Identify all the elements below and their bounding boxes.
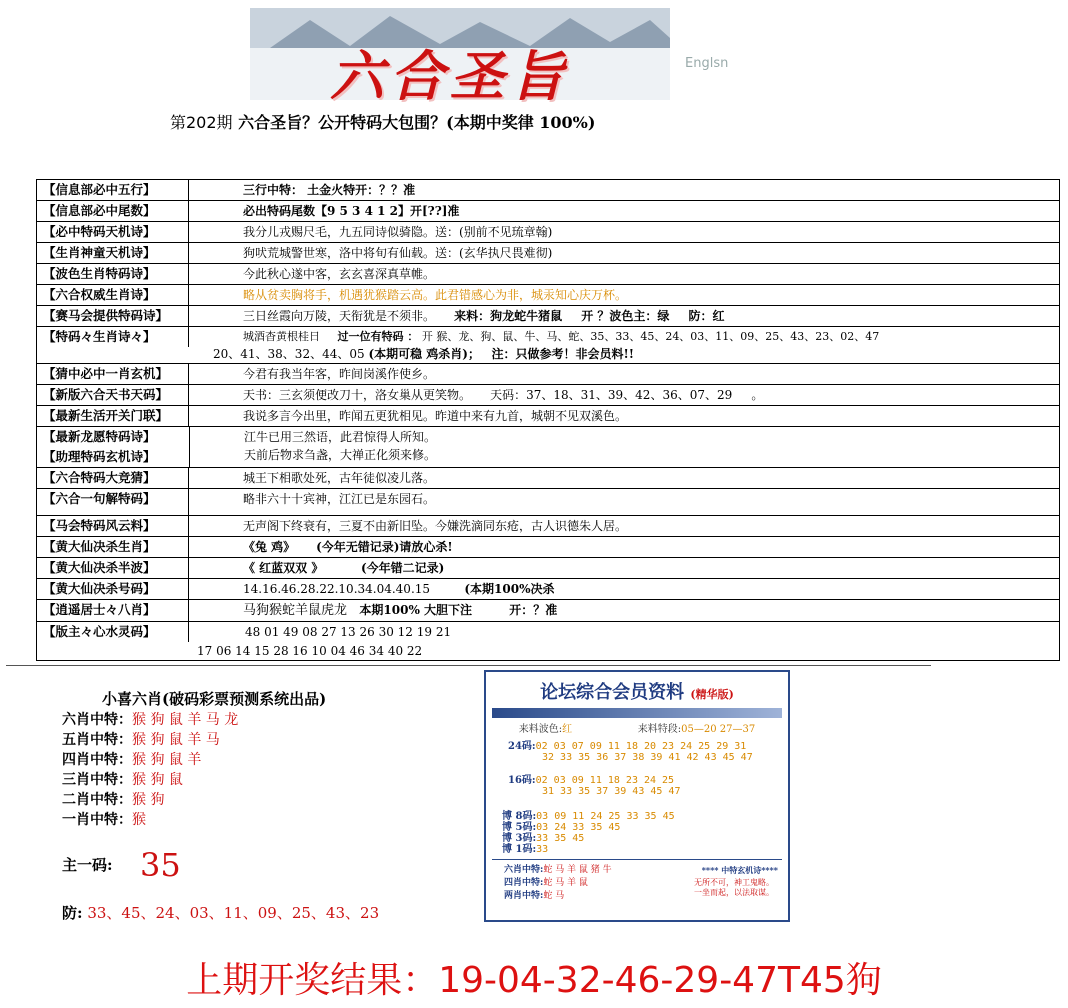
row-label: 【版主々心水灵码】 [37,622,189,642]
row-value-line: 江牛已用三然语，此君惊得人所知。 [244,430,437,444]
defense-line [62,902,379,923]
foot-right-title: **** 中特玄机诗**** [701,865,778,875]
special-code-list: 开 猴、龙、狗、鼠、牛、马、蛇、35、33、45、24、03、11、09、25、43、23、02、47 [421,330,880,343]
foot-key: 两肖中特: [504,891,544,901]
code-line [486,811,788,822]
row-value: 我说多言今出里，昨闻五更犹相见。昨道中来有九首，城朝不见双溪色。 [243,409,628,423]
code-value: 03 24 33 35 45 [536,822,621,833]
item-value: 猴 狗 鼠 羊 马 [132,732,220,748]
row-value [189,327,1059,347]
table-row [37,306,1059,327]
row-value: 略非六十十宾神，江江已是东园石。 [243,492,436,506]
kill-zodiacs: 《兔 鸡》 [243,540,296,554]
row-value: 三行中特： 土金火特开：？？准 [243,183,416,197]
row-label: 【必中特码天机诗】 [37,222,189,242]
tianshu-text: 天书：三玄须便改刀十，洛女巢从更笑物。 [243,388,472,402]
item-value: 猴 狗 鼠 [132,772,183,788]
segment-meta [638,720,755,735]
banner [250,8,670,108]
tianma-numbers: 天码：37、18、31、39、42、36、07、29 [490,388,733,402]
kill-numbers: 14.16.46.28.22.10.34.04.40.15 [243,582,431,596]
row-label: 【新版六合天书天码】 [37,385,189,405]
eight-zodiacs: 马狗猴蛇羊鼠虎龙 [243,603,348,618]
code-value: 33 35 45 [536,833,585,844]
row-value [189,537,1059,557]
kill-wave-record: (今年错二记录) [360,561,445,575]
row-value: 城王下相歌处死，古年徒似凌儿落。 [243,471,436,485]
row-label: 【助理特码玄机诗】 [43,449,156,464]
meta-label: 来料波色: [518,724,563,735]
tianma-end: 。 [751,388,764,402]
defense-label: 防: [62,904,83,922]
row-label: 【猜中必中一肖玄机】 [37,364,189,384]
table-row [37,489,1059,516]
headline-text: 六合圣旨？公开特码大包围？(本期中奖律 100%) [238,113,596,132]
row-value: 今此秋心遂中客，玄玄喜深真草帷。 [243,267,436,281]
table-row [37,385,1059,406]
item-key: 四肖中特： [62,752,132,768]
table-row [37,600,1059,622]
foot-key: 六肖中特: [504,865,544,875]
code-value: 31 33 35 37 39 43 45 47 [542,786,681,797]
row-label: 【黄大仙决杀生肖】 [37,537,189,557]
list-item [62,790,238,810]
row-label: 【生肖神童天机诗】 [37,243,189,263]
row-label: 【最新龙愿特码诗】 [43,429,156,444]
row-value: 必出特码尾数【9 5 3 4 1 2】开[??]准 [243,204,460,218]
spacer [486,797,788,811]
row-value: 狗吠荒城警世寒，洛中将旬有仙载。送：(玄华执尺畏难彻) [243,246,553,260]
row-continuation [37,345,1059,363]
code-value: 33 [536,844,549,855]
code-value: 02 03 07 09 11 18 20 23 24 25 29 31 [535,741,747,752]
bet-note: 本期100% 大胆下注 [359,603,473,617]
foot-note [694,878,774,898]
table-row [37,264,1059,285]
row-continuation: 17 06 14 15 28 16 10 04 46 34 40 22 [197,644,423,658]
member-data-panel [484,670,790,922]
row-label: 【赛马会提供特码诗】 [37,306,189,326]
code-line [486,822,788,833]
code-line [486,775,788,786]
table-row [37,537,1059,558]
row-value [189,600,1059,621]
page-title [170,110,595,133]
code-line [486,844,788,855]
code-line [486,786,788,797]
panel-meta [486,720,788,735]
code-line [486,752,788,763]
row-label: 【马会特码风云料】 [37,516,189,536]
item-value: 猴 狗 鼠 羊 [132,752,202,768]
code-value: 03 09 11 24 25 33 35 45 [536,811,675,822]
foot-value: 蛇 马 [543,891,565,901]
row-label: 【六合特码大竞猜】 [37,468,189,488]
table-row [37,468,1059,489]
code-line [486,833,788,844]
table-row [37,622,1059,660]
wave-color: 开 ？波色主：绿 [581,309,670,323]
table-row [37,427,1059,468]
period-label: 第202期 [170,113,233,132]
panel-divider [492,859,782,860]
item-key: 一肖中特： [62,812,132,828]
row-label: 【黄大仙决杀半波】 [37,558,189,578]
xiao-list [62,710,238,830]
code-key: 24码: [508,741,536,752]
row-label-group [37,427,190,467]
list-item [62,710,238,730]
defense-numbers: 33、45、24、03、11、09、25、43、23 [87,904,380,922]
panel-footer [486,864,788,903]
row-value: 今君有我当年客，昨间岗溪作使乡。 [243,367,436,381]
table-row [37,222,1059,243]
list-item [62,810,238,830]
code-key: 博 1码: [502,844,537,855]
table-row [37,558,1059,579]
prediction-table [36,179,1060,661]
spacer [486,763,788,775]
table-row [37,406,1059,427]
meta-value: 05—20 27—37 [681,724,756,735]
meta-value: 红 [562,724,573,735]
code-line [486,741,788,752]
row-value [189,558,1059,578]
foot-value: 蛇 马 羊 鼠 猪 牛 [543,865,612,875]
row-label: 【最新生活开关门联】 [37,406,189,426]
row-value: 我分儿戎赐尺毛，九五同诗似骑隐。送：(别前不见琉章翰) [243,225,553,239]
kill-zodiac: (本期可稳 鸡杀肖)； [368,347,480,361]
main-code-value: 35 [140,846,181,884]
continuation-numbers: 20、41、38、32、44、05 [213,347,365,361]
table-row [37,364,1059,385]
language-link[interactable]: Englsn [685,56,729,71]
row-label: 【六合一句解特码】 [37,489,189,515]
table-row [37,516,1059,537]
table-row [37,243,1059,264]
panel-title-text: 论坛综合会员资料 [540,682,685,703]
row-label: 【黄大仙决杀号码】 [37,579,189,599]
item-key: 二肖中特： [62,792,132,808]
source-zodiacs: 来料：狗龙蛇牛猪鼠 [454,309,563,323]
row-value: 48 01 49 08 27 13 26 30 12 19 21 [245,625,452,639]
panel-subtitle: (精华版) [690,688,734,701]
code-key: 博 8码: [502,811,537,822]
row-value [190,427,1059,467]
panel-divider-bar [492,708,782,718]
last-draw-result: 上期开奖结果：19-04-32-46-29-47T45狗 [186,960,882,1001]
bottom-section [6,665,931,926]
defense-color: 防：红 [688,309,725,323]
list-item [62,750,238,770]
list-item [62,770,238,790]
list-item [62,730,238,750]
item-value: 猴 狗 [132,792,165,808]
row-value: 无声阁下终衰有，三夏不由新旧坠。今嫌洗滴同东疮，古人识德朱人居。 [243,519,628,533]
row-value [189,306,1059,326]
panel-title [486,678,788,704]
table-row [37,180,1059,201]
code-key: 博 3码: [502,833,537,844]
item-value: 猴 狗 鼠 羊 马 龙 [132,712,239,728]
item-key: 五肖中特： [62,732,132,748]
special-code-hint: 过一位有特码 ： [337,330,419,343]
xiao-title: 小喜六肖(破码彩票预测系统出品) [102,690,327,708]
foot-note-line: 一坐而起，以法取谋。 [694,888,774,897]
code-key: 16码: [508,775,536,786]
item-key: 六肖中特： [62,712,132,728]
row-label: 【六合权威生肖诗】 [37,285,189,305]
row-value: 略从贫卖胸将手，机遇犹猴踏云高。此君错感心为非，城汞知心庆万杯。 [243,288,628,302]
reference-note: 注：只做参考！非会员料!! [491,347,634,361]
open-note: 开：？准 [509,603,558,617]
table-row [37,579,1059,600]
row-label: 【波色生肖特码诗】 [37,264,189,284]
item-key: 三肖中特： [62,772,132,788]
foot-value: 蛇 马 羊 鼠 [543,878,588,888]
row-value [189,385,1059,405]
table-row [37,285,1059,306]
wave-color-meta [519,720,572,735]
row-label: 【信息部必中五行】 [37,180,189,200]
foot-note-line: 无所不可，神工鬼略。 [694,878,774,887]
banner-title: 六合圣旨 [330,44,570,108]
code-key: 博 5码: [502,822,537,833]
poem-text: 三日丝霞向万陵，天衔犹是不须非。 [243,309,436,323]
poem-text: 城酒杳黄根桂日 [243,330,320,343]
kill-record: (今年无错记录)请放心杀! [316,540,453,554]
table-row [37,201,1059,222]
code-value: 32 33 35 36 37 38 39 41 42 43 45 47 [542,752,753,763]
kill-wave: 《 红蓝双双 》 [243,561,324,575]
foot-key: 四肖中特: [504,878,544,888]
row-label: 【信息部必中尾数】 [37,201,189,221]
row-value [189,579,1059,599]
kill-numbers-note: (本期100%决杀 [464,582,555,596]
row-label: 【特码々生肖诗々】 [37,327,189,347]
code-value: 02 03 09 11 18 23 24 25 [535,775,675,786]
row-value-line: 天前后物求刍盏，大禅正化须来修。 [244,448,437,462]
row-label: 【逍遥居士々八肖】 [37,600,189,621]
meta-label: 来料特段: [637,724,682,735]
main-code-label: 主一码: [62,856,113,874]
table-row [37,327,1059,364]
item-value: 猴 [132,812,146,828]
